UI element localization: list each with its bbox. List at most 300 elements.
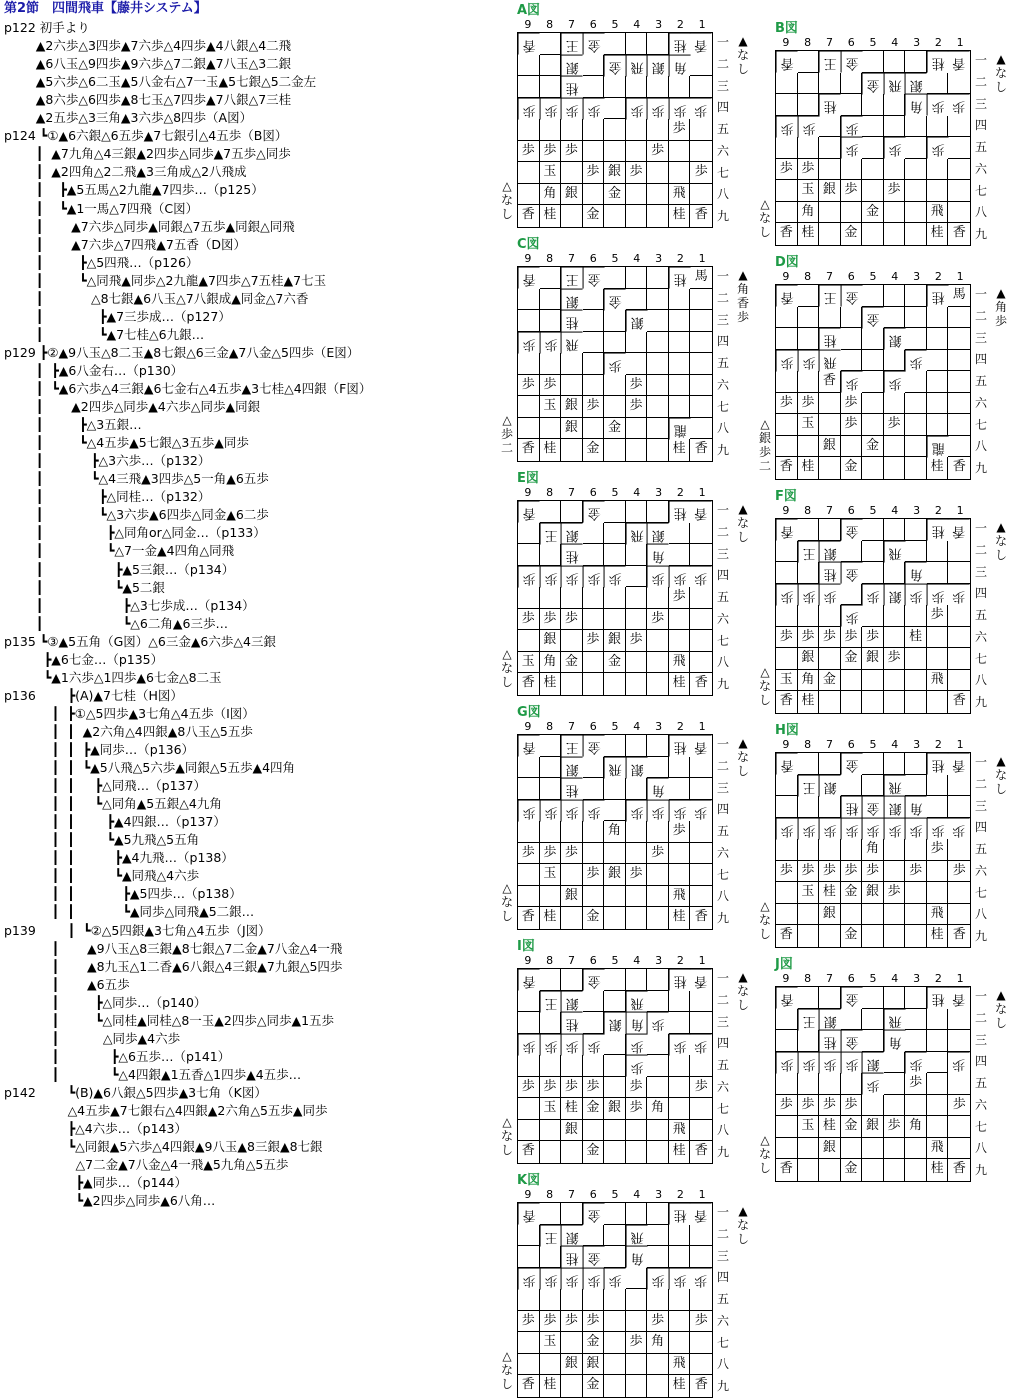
- board-square: 銀: [604, 162, 626, 184]
- board-square: 桂: [561, 778, 583, 800]
- board-square: 香: [948, 51, 970, 73]
- board-square: 歩: [905, 818, 927, 840]
- rank-number: 八: [716, 1357, 729, 1372]
- board-grid: [517, 32, 713, 228]
- board-square: [948, 202, 970, 224]
- board-square: 銀: [862, 1116, 884, 1138]
- board-square: [561, 1289, 583, 1311]
- file-number: 8: [546, 954, 554, 967]
- sente-hand: ▲なし: [736, 34, 749, 76]
- board-square: [798, 73, 820, 95]
- board-square: 銀: [561, 289, 583, 311]
- rank-number: 八: [974, 439, 987, 454]
- board-square: 飛: [669, 652, 691, 674]
- file-numbers: [517, 252, 713, 266]
- rank-number: 二: [716, 758, 729, 773]
- board-square: 金: [604, 184, 626, 206]
- board-square: [604, 205, 626, 227]
- tree-line: ┃ ┃ ┗▲同飛△4六歩: [4, 868, 200, 884]
- board-square: [561, 162, 583, 184]
- board-square: [583, 332, 605, 354]
- board-square: [690, 523, 712, 545]
- rank-number: 六: [974, 395, 987, 410]
- board-square: 玉: [798, 882, 820, 904]
- board-square: [669, 544, 691, 566]
- board-square: [669, 76, 691, 98]
- board-square: [776, 1116, 798, 1138]
- board-square: [690, 886, 712, 908]
- board-square: 歩: [647, 566, 669, 588]
- board-square: [948, 1138, 970, 1160]
- tree-line: ┃ ┣△同角or△同金…（p133）: [4, 525, 266, 541]
- rank-number: 二: [716, 1226, 729, 1241]
- board-square: [690, 375, 712, 397]
- board-square: [583, 673, 605, 695]
- board-square: [604, 523, 626, 545]
- board-square: [776, 94, 798, 116]
- board-square: [905, 925, 927, 947]
- board-square: [819, 223, 841, 245]
- board-square: [948, 159, 970, 181]
- board-square: [626, 76, 648, 98]
- board-square: [948, 137, 970, 159]
- board-square: [776, 882, 798, 904]
- rank-number: 四: [974, 352, 987, 367]
- board-square: [948, 1030, 970, 1052]
- board-square: [948, 350, 970, 372]
- file-number: 1: [956, 738, 964, 751]
- board-square: [927, 775, 949, 797]
- board-square: 金: [583, 267, 605, 289]
- rank-number: 一: [716, 35, 729, 49]
- board-square: [884, 753, 906, 775]
- board-square: [776, 1138, 798, 1160]
- board-square: [690, 991, 712, 1013]
- board-square: [518, 119, 540, 141]
- board-square: 玉: [540, 396, 562, 418]
- board-square: [776, 1073, 798, 1095]
- board-square: 歩: [561, 1077, 583, 1099]
- board-square: [948, 627, 970, 649]
- board-square: 歩: [819, 627, 841, 649]
- board-square: 歩: [690, 162, 712, 184]
- board-square: [927, 393, 949, 415]
- tree-line: ┃ ┗▲6六歩△4三銀▲6七金右△4五歩▲3七桂△4四銀（F図）: [4, 381, 372, 396]
- board-square: 歩: [798, 584, 820, 606]
- board-square: 歩: [798, 1052, 820, 1074]
- rank-number: 六: [716, 1313, 729, 1328]
- board-square: [604, 587, 626, 609]
- board-square: [518, 184, 540, 206]
- diagram-label: B図: [775, 21, 798, 36]
- board-square: 歩: [927, 584, 949, 606]
- rank-number: 六: [974, 161, 987, 176]
- file-number: 4: [633, 252, 641, 265]
- tree-line: ┃ ┗△4四銀▲1五香△1四歩▲4五歩…: [4, 1066, 302, 1082]
- board-square: 歩: [540, 566, 562, 588]
- board-square: [948, 414, 970, 436]
- board-square: 歩: [862, 627, 884, 649]
- board-square: 歩: [798, 350, 820, 372]
- board-square: [626, 544, 648, 566]
- board-square: [905, 1138, 927, 1160]
- board-square: 歩: [518, 375, 540, 397]
- board-square: [690, 843, 712, 865]
- board-square: [626, 501, 648, 523]
- board-square: 歩: [776, 818, 798, 840]
- board-square: 歩: [626, 1098, 648, 1120]
- board-square: [561, 119, 583, 141]
- file-number: 4: [891, 504, 899, 517]
- board-square: 香: [776, 925, 798, 947]
- board-square: [647, 33, 669, 55]
- board-square: 香: [952, 1161, 966, 1177]
- board-square: [690, 1120, 712, 1142]
- file-numbers: [517, 18, 713, 32]
- board-square: 角: [604, 821, 626, 843]
- shogi-diagram: [758, 723, 1015, 944]
- board-square: 角: [905, 94, 927, 116]
- board-square: [518, 778, 540, 800]
- board-square: 香: [776, 1159, 798, 1181]
- board-square: 角: [647, 544, 669, 566]
- board-square: [540, 76, 562, 98]
- diagram-label: A図: [517, 3, 541, 18]
- board-square: 香: [776, 753, 798, 775]
- board-square: 歩: [776, 1052, 798, 1074]
- gote-hand: △なし: [500, 1115, 513, 1157]
- board-square: [626, 673, 648, 695]
- rank-number: 四: [974, 586, 987, 601]
- board-square: [841, 584, 863, 606]
- board-square: [948, 371, 970, 393]
- board-square: 桂: [798, 223, 820, 245]
- gote-hand: △なし: [500, 1349, 513, 1391]
- gote-hand: △なし: [500, 647, 513, 689]
- tree-line: ┃ ┣△5四飛…（p126）: [4, 254, 199, 270]
- tree-line: ┗△同銀▲5六歩△4四銀▲9八玉▲8三銀▲8七銀: [4, 1139, 323, 1155]
- board-square: [884, 350, 906, 372]
- board-square: 香: [518, 969, 540, 991]
- board-square: 桂: [905, 627, 927, 649]
- section-title: 第2節 四間飛車【藤井システム】: [4, 1, 207, 16]
- board-square: 銀: [561, 184, 583, 206]
- board-square: [927, 541, 949, 563]
- tree-line: p142 ┗(B)▲6八銀△5四歩▲3七角（K図）: [4, 1084, 267, 1100]
- rank-number: 八: [716, 889, 729, 904]
- board-square: 歩: [862, 584, 884, 606]
- board-square: 金: [583, 1332, 605, 1354]
- rank-numbers: [715, 968, 731, 1164]
- board-square: 歩: [626, 630, 648, 652]
- board-square: [798, 925, 820, 947]
- sente-hand: ▲角歩: [994, 286, 1007, 328]
- board-square: 歩: [841, 180, 863, 202]
- board-square: [690, 396, 712, 418]
- board-square: [690, 609, 712, 631]
- file-number: 2: [676, 1188, 684, 1201]
- board-square: [647, 1225, 669, 1247]
- board-square: 歩: [669, 821, 691, 843]
- file-number: 8: [546, 252, 554, 265]
- board-square: 歩: [626, 1077, 648, 1099]
- shogi-diagram: [758, 957, 1015, 1178]
- board-square: [884, 1159, 906, 1181]
- board-square: 金: [841, 562, 863, 584]
- board-square: [518, 587, 540, 609]
- file-number: 7: [825, 36, 833, 49]
- board-square: 桂: [540, 205, 562, 227]
- board-square: 歩: [626, 396, 648, 418]
- board-square: [626, 141, 648, 163]
- board-square: 飛: [626, 1225, 648, 1247]
- board-square: [583, 418, 605, 440]
- board-square: [798, 51, 820, 73]
- board-square: 歩: [690, 800, 712, 822]
- board-square: 香: [819, 371, 841, 393]
- rank-number: 四: [974, 820, 987, 835]
- file-number: 1: [956, 972, 964, 985]
- board-square: 香: [690, 33, 712, 55]
- board-square: 香: [518, 1203, 540, 1225]
- board-square: [690, 55, 712, 77]
- file-number: 5: [869, 36, 877, 49]
- board-square: [690, 587, 712, 609]
- board-square: 角: [862, 839, 884, 861]
- rank-number: 四: [716, 334, 729, 349]
- rank-number: 七: [716, 165, 729, 180]
- tree-line: ┃ ▲2四歩△同歩▲4六歩△同歩▲同銀: [4, 399, 261, 415]
- board-square: [884, 223, 906, 245]
- file-number: 4: [633, 486, 641, 499]
- board-square: [690, 652, 712, 674]
- tree-line: ┃ ┣▲6八金右…（p130）: [4, 362, 184, 378]
- board-square: 角: [647, 1098, 669, 1120]
- board-square: 銀: [819, 436, 841, 458]
- file-number: 1: [698, 720, 706, 733]
- file-number: 6: [589, 486, 597, 499]
- board-square: 歩: [927, 605, 949, 627]
- board-square: [647, 1203, 669, 1225]
- board-square: [518, 1120, 540, 1142]
- board-square: 桂: [927, 223, 949, 245]
- board-square: 桂: [819, 94, 841, 116]
- board-square: [690, 1332, 712, 1354]
- file-number: 1: [698, 954, 706, 967]
- board-square: [647, 735, 669, 757]
- board-square: [862, 137, 884, 159]
- file-number: 3: [913, 504, 921, 517]
- board-square: [669, 778, 691, 800]
- board-grid: [775, 284, 971, 480]
- board-square: [927, 1052, 949, 1074]
- board-square: 歩: [518, 566, 540, 588]
- rank-number: 八: [974, 673, 987, 688]
- rank-number: 四: [716, 568, 729, 583]
- board-square: 金: [841, 925, 863, 947]
- board-square: 金: [583, 1203, 605, 1225]
- file-number: 9: [782, 36, 790, 49]
- shogi-diagram: [758, 255, 1015, 476]
- tree-line: △4五歩▲7七銀右△4四銀▲2六角△5五歩▲同歩: [4, 1103, 328, 1118]
- file-number: 5: [869, 972, 877, 985]
- board-square: [905, 202, 927, 224]
- board-square: [948, 328, 970, 350]
- board-square: 桂: [669, 1203, 691, 1225]
- board-square: 歩: [540, 609, 562, 631]
- board-square: [518, 1098, 540, 1120]
- gote-hand: △なし: [758, 899, 771, 941]
- board-square: 歩: [518, 1077, 540, 1099]
- board-square: 歩: [540, 1077, 562, 1099]
- board-square: [561, 821, 583, 843]
- board-square: [776, 436, 798, 458]
- board-square: 歩: [884, 882, 906, 904]
- rank-number: 二: [974, 1010, 987, 1025]
- rank-numbers: [715, 734, 731, 930]
- board-square: [626, 1289, 648, 1311]
- board-square: 金: [583, 1246, 605, 1268]
- rank-number: 五: [974, 374, 987, 389]
- board-square: 歩: [647, 141, 669, 163]
- board-square: 歩: [948, 1095, 970, 1117]
- board-square: [690, 353, 712, 375]
- board-square: 歩: [905, 1073, 927, 1095]
- board-grid: [775, 518, 971, 714]
- board-square: 歩: [626, 800, 648, 822]
- rank-number: 八: [974, 907, 987, 922]
- board-square: [948, 648, 970, 670]
- board-square: [626, 778, 648, 800]
- board-square: 歩: [518, 141, 540, 163]
- rank-number: 三: [716, 78, 729, 93]
- file-number: 3: [655, 720, 663, 733]
- board-square: [862, 51, 884, 73]
- file-number: 6: [589, 954, 597, 967]
- board-square: 桂: [819, 882, 841, 904]
- board-square: [604, 375, 626, 397]
- board-square: 歩: [583, 1311, 605, 1333]
- board-square: [540, 267, 562, 289]
- board-square: [669, 609, 691, 631]
- board-square: 玉: [798, 414, 820, 436]
- board-square: [948, 1009, 970, 1031]
- board-square: [776, 541, 798, 563]
- board-square: 歩: [798, 627, 820, 649]
- board-square: [583, 652, 605, 674]
- rank-number: 二: [974, 74, 987, 89]
- board-square: [819, 753, 841, 775]
- board-square: 銀: [604, 1098, 626, 1120]
- file-number: 4: [633, 720, 641, 733]
- rank-number: 一: [974, 521, 987, 535]
- board-square: [927, 861, 949, 883]
- board-square: [583, 843, 605, 865]
- board-square: 香: [776, 223, 798, 245]
- board-square: 歩: [884, 180, 906, 202]
- diagram-label: F図: [775, 489, 797, 504]
- file-number: 6: [589, 1188, 597, 1201]
- tree-line: ┃ ┗△7一金▲4四角△同飛: [4, 543, 235, 559]
- file-numbers: [775, 504, 971, 518]
- board-square: [690, 141, 712, 163]
- board-square: [905, 1159, 927, 1181]
- board-grid: [517, 968, 713, 1164]
- board-square: 歩: [669, 800, 691, 822]
- board-square: 銀: [862, 882, 884, 904]
- board-square: [862, 328, 884, 350]
- tree-line: p122 初手より: [4, 20, 90, 35]
- tree-line: ┃ ┗△4三飛▲3四歩△5一角▲6五歩: [4, 471, 269, 487]
- board-square: [927, 73, 949, 95]
- board-square: [626, 886, 648, 908]
- board-square: [841, 350, 863, 372]
- board-square: 歩: [948, 1052, 970, 1074]
- board-square: [798, 605, 820, 627]
- board-square: 香: [694, 909, 708, 925]
- board-square: [540, 544, 562, 566]
- board-square: [518, 55, 540, 77]
- rank-number: 一: [974, 989, 987, 1003]
- tree-line: ┃ ┗▲5二銀: [4, 579, 165, 595]
- board-square: 角: [626, 1012, 648, 1034]
- diagram-label: H図: [775, 723, 799, 738]
- rank-number: 九: [716, 1379, 729, 1394]
- board-square: [819, 519, 841, 541]
- rank-number: 七: [716, 633, 729, 648]
- rank-number: 四: [716, 1036, 729, 1051]
- board-square: 角: [905, 796, 927, 818]
- board-square: [669, 991, 691, 1013]
- board-square: 香: [952, 693, 966, 709]
- board-square: [583, 821, 605, 843]
- board-square: 桂: [540, 673, 562, 695]
- file-number: 2: [934, 738, 942, 751]
- board-square: [690, 1098, 712, 1120]
- board-square: [776, 839, 798, 861]
- board-square: [819, 987, 841, 1009]
- board-square: [626, 969, 648, 991]
- board-square: [862, 371, 884, 393]
- board-square: 歩: [841, 627, 863, 649]
- sente-hand: ▲なし: [994, 754, 1007, 796]
- board-square: 歩: [862, 818, 884, 840]
- board-square: [669, 1077, 691, 1099]
- board-square: [884, 627, 906, 649]
- board-square: [604, 843, 626, 865]
- board-square: 香: [518, 673, 540, 695]
- board-square: [647, 353, 669, 375]
- board-square: 歩: [927, 839, 949, 861]
- board-square: [669, 757, 691, 779]
- board-square: [884, 1095, 906, 1117]
- board-square: [540, 1012, 562, 1034]
- board-square: 歩: [669, 1034, 691, 1056]
- board-square: [583, 1120, 605, 1142]
- board-square: 金: [841, 285, 863, 307]
- board-square: [583, 991, 605, 1013]
- rank-number: 三: [974, 96, 987, 111]
- board-square: [604, 1354, 626, 1376]
- board-square: [561, 353, 583, 375]
- board-square: [583, 587, 605, 609]
- board-square: 歩: [647, 843, 669, 865]
- board-square: [819, 159, 841, 181]
- board-square: [583, 184, 605, 206]
- board-square: [518, 821, 540, 843]
- board-square: [798, 753, 820, 775]
- file-number: 9: [782, 738, 790, 751]
